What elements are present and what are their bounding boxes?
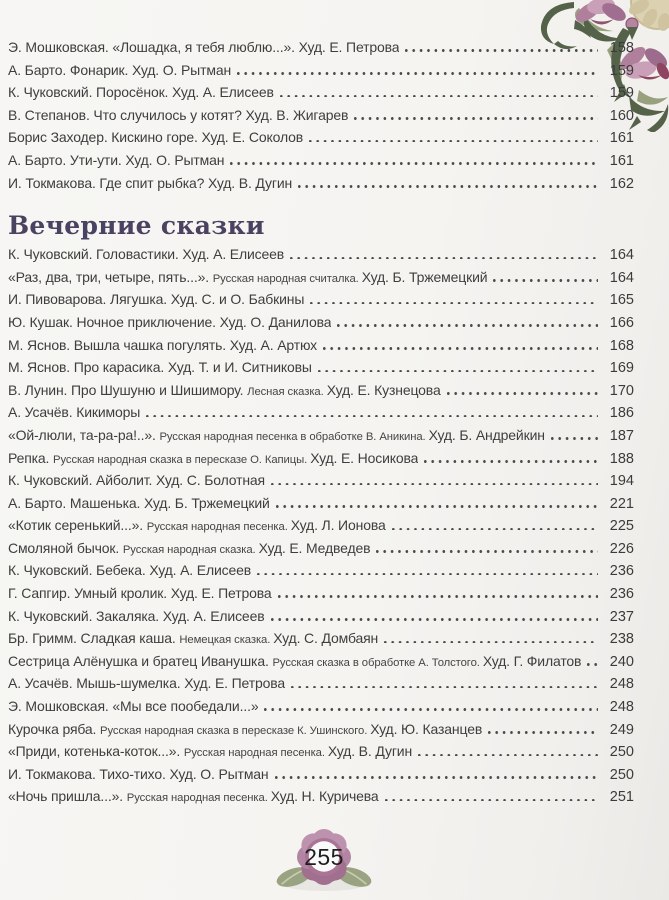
entry-note: Русская народная песенка.	[126, 792, 271, 805]
entry-page-number: 248	[609, 676, 634, 693]
toc-entry	[8, 585, 634, 608]
entry-page-number: 248	[609, 699, 634, 716]
toc-entry	[8, 129, 634, 152]
dotted-leader	[310, 302, 598, 305]
entry-title-part: Репка.	[8, 449, 54, 466]
entry-page-number: 194	[609, 473, 634, 490]
entry-text	[8, 337, 317, 355]
entry-page-number: 161	[609, 130, 634, 147]
toc-entry	[8, 337, 634, 360]
dotted-leader	[392, 528, 598, 531]
entry-page-number: 186	[609, 405, 634, 422]
entry-title-part: Курочка ряба.	[8, 720, 101, 737]
entry-title-part: «Раз, два, три, четыре, пять...».	[8, 268, 213, 285]
entry-text	[8, 314, 331, 332]
entry-title-part: Худ. Л. Ионова	[290, 517, 386, 534]
dotted-leader	[354, 117, 598, 120]
entry-note: Русская сказка в обработке А. Толстого.	[272, 656, 483, 669]
dotted-leader	[587, 663, 598, 666]
entry-text	[8, 291, 304, 309]
entry-text	[8, 84, 274, 102]
dotted-leader	[271, 483, 598, 486]
entry-title-part: Э. Мошковская. «Мы все пообедали...»	[8, 698, 259, 715]
toc-entry	[8, 630, 634, 653]
toc-entry	[8, 382, 634, 405]
entry-title-part: А. Барто. Фонарик. Худ. О. Рытман	[8, 61, 232, 78]
dotted-leader	[298, 185, 598, 188]
toc-entry	[8, 152, 634, 175]
dotted-leader	[257, 573, 598, 576]
entry-title-part: Ю. Кушак. Ночное приключение. Худ. О. Данилова	[8, 313, 332, 330]
entry-note: Русская народная считалка.	[212, 272, 362, 285]
entry-text	[8, 175, 292, 193]
section-entries	[8, 39, 634, 197]
dotted-leader	[551, 437, 598, 440]
entry-note: Русская народная сказка в пересказе О. Капицы.	[53, 453, 311, 466]
entry-note: Русская народная песенка в обработке В. Аникина.	[159, 430, 429, 443]
entry-title-part: Худ. Г. Филатов	[482, 652, 582, 669]
toc-entry	[8, 404, 634, 427]
dotted-leader	[418, 754, 598, 757]
page-number-flower-badge	[276, 827, 372, 895]
entry-page-number: 250	[609, 766, 634, 783]
dotted-leader	[146, 415, 598, 418]
entry-title-part: «Ой-люли, та-ра-ра!..».	[8, 426, 160, 443]
entry-page-number: 250	[609, 744, 634, 761]
dotted-leader	[376, 550, 598, 553]
entry-title-part: Бр. Гримм. Сладкая каша.	[8, 630, 180, 647]
toc-section	[8, 211, 634, 811]
entry-text	[8, 246, 284, 264]
entry-page-number: 161	[609, 152, 634, 169]
entry-page-number: 249	[609, 721, 634, 738]
dotted-leader	[280, 95, 598, 98]
entry-text	[8, 562, 251, 580]
toc-entry	[8, 269, 634, 292]
entry-title-part: В. Степанов. Что случилось у котят? Худ. В. Жигарев	[8, 106, 349, 123]
section-heading: Вечерние сказки	[8, 211, 265, 241]
toc-entry	[8, 608, 634, 631]
page-number: 255	[304, 844, 344, 870]
entry-page-number: 225	[609, 518, 634, 535]
entry-page-number: 169	[609, 360, 634, 377]
entry-title-part: Худ. Е. Носикова	[310, 449, 419, 466]
entry-text	[8, 472, 265, 490]
entry-title-part: К. Чуковский. Головастики. Худ. А. Елисеев	[8, 246, 285, 263]
entry-title-part: И. Токмакова. Где спит рыбка? Худ. В. Дугин	[8, 174, 293, 191]
entry-page-number: 238	[609, 631, 634, 648]
entry-text	[8, 404, 140, 422]
dotted-leader	[385, 799, 598, 802]
dotted-leader	[291, 686, 598, 689]
entry-text	[8, 495, 270, 513]
entry-page-number: 221	[609, 495, 634, 512]
section-entries	[8, 246, 634, 811]
entry-title-part: Э. Мошковская. «Лошадка, я тебя люблю...». Худ. Е. Петрова	[8, 39, 400, 55]
dotted-leader	[337, 324, 598, 327]
dotted-leader	[424, 460, 598, 463]
dotted-leader	[278, 595, 598, 598]
entry-title-part: «Котик серенький...».	[8, 517, 147, 534]
dotted-leader	[275, 776, 598, 779]
entry-note: Русская народная песенка.	[183, 747, 328, 760]
entry-page-number: 164	[609, 269, 634, 286]
entry-title-part: И. Пивоварова. Лягушка. Худ. С. и О. Бабкины	[8, 291, 305, 308]
entry-text	[8, 129, 303, 147]
entry-title-part: К. Чуковский. Закаляка. Худ. А. Елисеев	[8, 607, 265, 624]
entry-title-part: Сестрица Алёнушка и братец Иванушка.	[8, 652, 273, 669]
entry-note: Русская народная песенка.	[146, 521, 291, 534]
dotted-leader	[488, 731, 598, 734]
toc-entry	[8, 517, 634, 540]
entry-text	[8, 630, 378, 648]
entry-text	[8, 517, 386, 535]
dotted-leader	[271, 618, 599, 621]
entry-title-part: Худ. Ю. Казанцев	[370, 720, 483, 737]
entry-text	[8, 107, 348, 125]
dotted-leader	[447, 392, 598, 395]
entry-title-part: Г. Сапгир. Умный кролик. Худ. Е. Петрова	[8, 585, 272, 602]
entry-title-part: Борис Заходер. Кискино горе. Худ. Е. Соколов	[8, 129, 304, 146]
dotted-leader	[309, 140, 598, 143]
dotted-leader	[290, 257, 598, 260]
dotted-leader	[264, 708, 598, 711]
entry-title-part: И. Токмакова. Тихо-тихо. Худ. О. Рытман	[8, 765, 269, 782]
toc-entry	[8, 721, 634, 744]
toc-entry	[8, 107, 634, 130]
entry-text	[8, 382, 441, 400]
toc-entry	[8, 62, 634, 85]
entry-page-number: 168	[609, 337, 634, 354]
dotted-leader	[230, 162, 598, 165]
entry-text	[8, 766, 269, 784]
toc-entry	[8, 562, 634, 585]
entry-page-number: 166	[609, 314, 634, 331]
entry-page-number: 159	[609, 62, 634, 79]
entry-text	[8, 540, 370, 558]
entry-note: Лесная сказка.	[247, 385, 327, 398]
entry-title-part: К. Чуковский. Бебека. Худ. А. Елисеев	[8, 562, 252, 579]
entry-page-number: 160	[609, 107, 634, 124]
entry-page-number: 236	[609, 563, 634, 580]
entry-page-number: 170	[609, 382, 634, 399]
dotted-leader	[384, 641, 598, 644]
entry-title-part: «Ночь пришла...».	[8, 788, 127, 805]
toc-entry	[8, 495, 634, 518]
toc-entry	[8, 246, 634, 269]
toc-entry	[8, 743, 634, 766]
entry-title-part: Худ. В. Дугин	[327, 743, 413, 760]
entry-title-part: Смоляной бычок.	[8, 539, 123, 556]
entry-title-part: К. Чуковский. Айболит. Худ. С. Болотная	[8, 472, 265, 489]
entry-text	[8, 653, 581, 671]
entry-page-number: 159	[609, 85, 634, 102]
entry-page-number: 165	[609, 292, 634, 309]
entry-note: Русская народная сказка в пересказе К. Ушинского.	[100, 724, 371, 737]
dotted-leader	[276, 505, 598, 508]
entry-text	[8, 675, 285, 693]
entry-text	[8, 698, 258, 716]
entry-title-part: А. Усачёв. Кикиморы	[8, 404, 141, 421]
entry-note: Русская народная сказка.	[122, 543, 259, 556]
entry-page-number: 158	[609, 40, 634, 56]
entry-title-part: М. Яснов. Про карасика. Худ. Т. и И. Ситниковы	[8, 359, 312, 376]
toc-entry	[8, 175, 634, 198]
entry-text	[8, 450, 418, 468]
dotted-leader	[237, 72, 598, 75]
entry-text	[8, 62, 231, 80]
dotted-leader	[323, 347, 598, 350]
toc-entry	[8, 39, 634, 62]
entry-title-part: Худ. Е. Медведев	[258, 539, 371, 556]
toc-entry	[8, 675, 634, 698]
entry-text	[8, 585, 272, 603]
entry-title-part: М. Яснов. Вышла чашка погулять. Худ. А. Артюх	[8, 336, 318, 353]
entry-note: Немецкая сказка.	[179, 634, 274, 647]
toc-entry	[8, 291, 634, 314]
entry-title-part: Худ. Б. Андрейкин	[428, 426, 545, 443]
toc-entry	[8, 359, 634, 382]
entry-page-number: 237	[609, 608, 634, 625]
entry-title-part: Худ. Н. Куричева	[270, 788, 379, 805]
toc-entry	[8, 450, 634, 473]
dotted-leader	[405, 49, 598, 52]
entry-text	[8, 39, 399, 57]
entry-text	[8, 269, 487, 287]
toc-entry	[8, 766, 634, 789]
entry-page-number: 251	[609, 789, 634, 806]
toc-entry	[8, 540, 634, 563]
entry-title-part: Худ. Б. Тржемецкий	[361, 268, 488, 285]
entry-title-part: А. Барто. Машенька. Худ. Б. Тржемецкий	[8, 494, 270, 511]
toc-entry	[8, 698, 634, 721]
toc-entry	[8, 472, 634, 495]
toc-entry	[8, 314, 634, 337]
toc-entry	[8, 653, 634, 676]
toc-section	[8, 39, 634, 197]
entry-text	[8, 152, 224, 170]
entry-title-part: К. Чуковский. Поросёнок. Худ. А. Елисеев	[8, 84, 274, 101]
entry-title-part: Худ. Е. Кузнецова	[326, 381, 441, 398]
entry-page-number: 162	[609, 175, 634, 192]
entry-page-number: 226	[609, 540, 634, 557]
entry-title-part: А. Усачёв. Мышь-шумелка. Худ. Е. Петрова	[8, 675, 286, 692]
entry-title-part: Худ. С. Домбаян	[273, 630, 379, 647]
entry-text	[8, 788, 379, 806]
entry-text	[8, 721, 482, 739]
dotted-leader	[318, 370, 598, 373]
entry-text	[8, 608, 265, 626]
entry-title-part: В. Лунин. Про Шушуню и Шишимору.	[8, 381, 248, 398]
entry-page-number: 187	[609, 427, 634, 444]
toc-entry	[8, 788, 634, 811]
entry-page-number: 188	[609, 450, 634, 467]
entry-page-number: 240	[609, 653, 634, 670]
entry-text	[8, 743, 412, 761]
entry-text	[8, 427, 545, 445]
dotted-leader	[493, 279, 598, 282]
toc-entry	[8, 427, 634, 450]
table-of-contents	[8, 39, 634, 811]
entry-title-part: А. Барто. Ути-ути. Худ. О. Рытман	[8, 151, 225, 168]
entry-page-number: 236	[609, 586, 634, 603]
entry-page-number: 164	[609, 247, 634, 264]
entry-title-part: «Приди, котенька-коток...».	[8, 743, 184, 760]
toc-entry	[8, 84, 634, 107]
entry-text	[8, 359, 312, 377]
